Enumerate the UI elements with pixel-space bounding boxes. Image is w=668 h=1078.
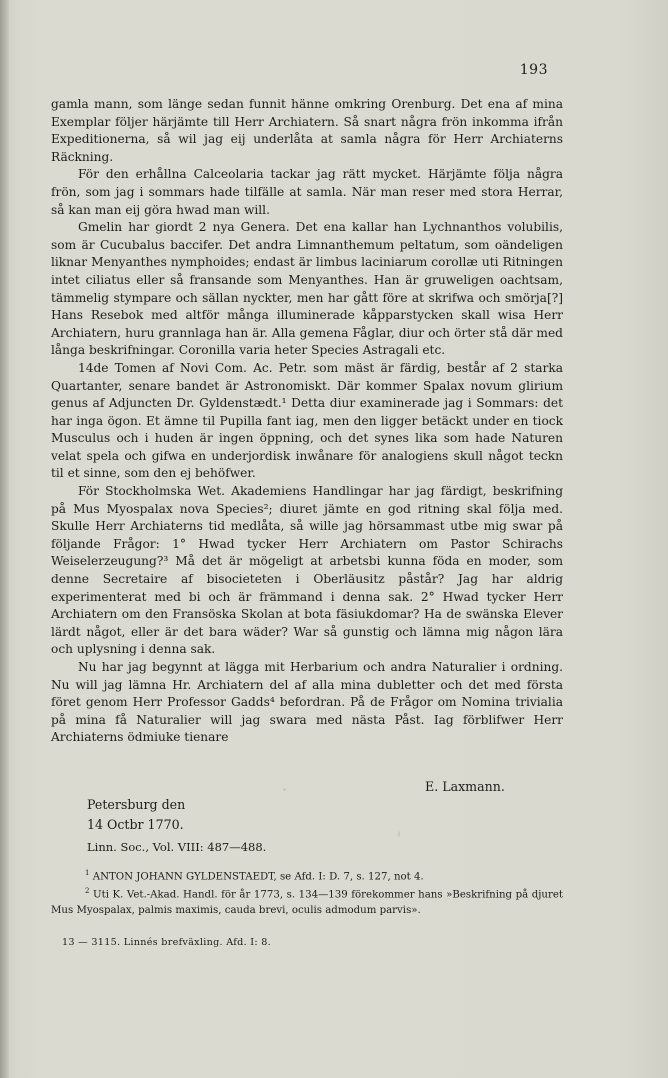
paragraph: För Stockholmska Wet. Akademiens Handlingar har jag färdigt, beskrifning på Mus Myospalax nova Species²; diuret jämte en god ritning skal följa med. Skulle Herr Archiaterns tid medlåta, så wille jag hörsammast utbe mig swar på följande Frågor: 1° Hwad tycker Herr Archiatern om Pastor Schirachs Weiselerzeugung?³ Må det är mögeligt at arbetsbi kunna föda en moder, som denne Secretaire af bisocieteten i Oberläusitz påstår? Jag har aldrig experimenterat med bi och är främmand i denna sak. 2° Hwad tycker Herr Archiatern om den Fransöska Skolan at bota fäsiukdomar? Ha de swänska Elever lärdt något, eller är det bara wäder? War så gunstig och lämna mig någon lära och uplysning i denna sak.	[51, 484, 563, 657]
signature-line: 13 — 3115. Linnés brefväxling. Afd. I: 8.	[62, 937, 271, 948]
footnote-text: Uti K. Vet.-Akad. Handl. för år 1773, s. 134—139 förekommer hans »Beskrifning på djuret Mus Myospalax, palmis maximis, cauda brevi, oculis admodum parvis».	[51, 889, 563, 916]
paper-speck	[398, 831, 400, 837]
paragraph: Gmelin har giordt 2 nya Genera. Det ena kallar han Lychnanthos volubilis, som är Cucubalus baccifer. Det andra Limnanthemum peltatum, som oändeligen liknar Menyanthes nymphoides; endast är limbus laciniarum corollæ uti Ritningen intet ciliatus eller så fransande som Menyanthes. Han är gruweligen oachtsam, tämmelig stympare och sällan nyckter, men har gått före at skrifwa och smörja[?] Hans Resebok med altför många illuminerade kåpparstycken skall wisa Herr Archiatern, huru grannlaga han är. Alla gemena Fåglar, diur och örter stå där med långa beskrifningar. Coronilla varia heter Species Astragali etc.	[51, 220, 563, 358]
letter-body	[51, 96, 563, 747]
footnote	[51, 866, 563, 884]
footnote-marker: 2	[85, 887, 90, 896]
paragraph: 14de Tomen af Novi Com. Ac. Petr. som mäst är färdig, består af 2 starka Quartanter, senare bandet är Astronomiskt. Där kommer Spalax novum glirium genus af Adjuncten Dr. Gyldenstædt.¹ Detta diur examinerade jag i Sommars: det har inga ögon. Et ämne til Pupilla fant iag, men den ligger betäckt under en tiock Musculus och i huden är ingen öppning, och det synes lika som hade Naturen velat spela och gifwa en underjordisk inwånare för analogiens skull något teckn til et sinne, som den ej behöfwer.	[51, 360, 563, 481]
signature: E. Laxmann.	[425, 779, 505, 794]
footnote	[51, 884, 563, 917]
book-spine-shadow	[0, 0, 9, 1078]
footnote-marker: 1	[85, 869, 90, 877]
place-date	[87, 795, 185, 834]
date-line: 14 Octbr 1770.	[87, 816, 184, 832]
page-number: 193	[519, 62, 548, 78]
footnotes	[51, 866, 563, 918]
paragraph: Nu har jag begynnt at lägga mit Herbarium och andra Naturalier i ordning. Nu will jag lämna Hr. Archiatern del af alla mina dubletter och det med första föret genom Herr Professor Gadds⁴ befordran. På de Frågor om Nomina trivialia på mina få Naturalier will jag swara med nästa Påst. Iag förblifwer Herr Archiaterns ödmiuke tienare	[51, 660, 563, 745]
place-line: Petersburg den	[87, 797, 186, 812]
source-reference: Linn. Soc., Vol. VIII: 487—488.	[87, 840, 267, 854]
paper-speck	[283, 788, 286, 791]
paragraph: gamla mann, som länge sedan funnit hänne omkring Orenburg. Det ena af mina Exemplar följer härjämte till Herr Archiatern. Så snart några frön inkomma ifrån Expeditionerna, så wil jag eij underlåta at samla några för Herr Archiaterns Räckning.	[51, 97, 563, 164]
paragraph: För den erhållna Calceolaria tackar jag rätt mycket. Härjämte följa några frön, som jag i sommars hade tilfälle at samla. När man reser med stora Herrar, så kan man eij göra hwad man will.	[51, 167, 563, 217]
footnote-text: ANTON JOHANN GYLDENSTAEDT, se Afd. I: D. 7, s. 127, not 4.	[92, 871, 424, 883]
